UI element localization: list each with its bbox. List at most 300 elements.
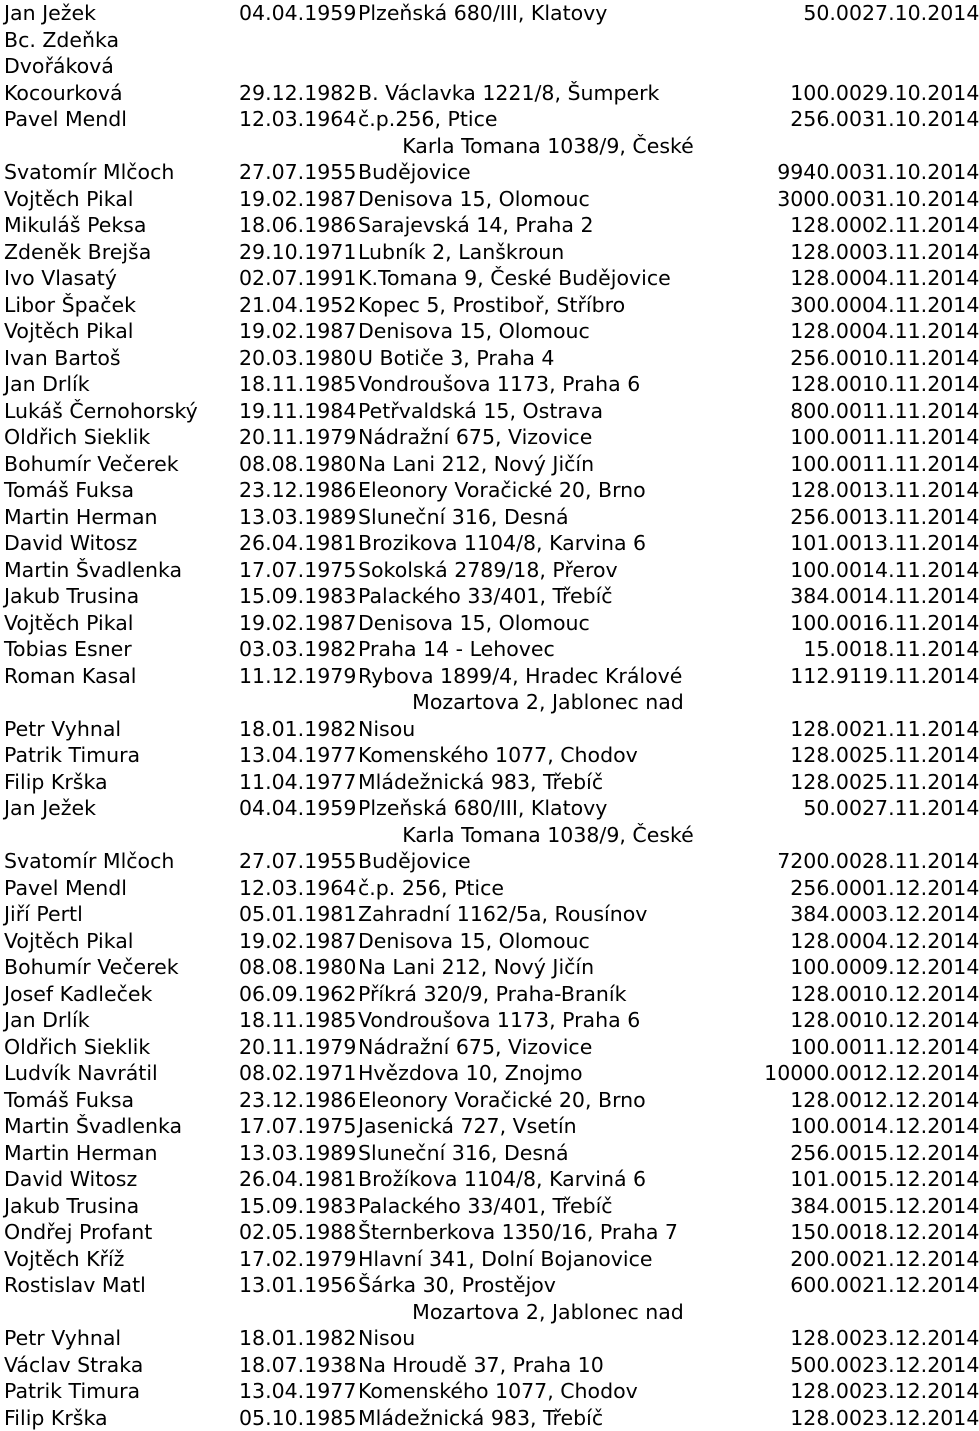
address-cell: [358, 477, 738, 504]
amount-cell: 384.00: [738, 583, 862, 610]
name-line: Václav Straka: [4, 1352, 239, 1379]
name-cell: [0, 557, 239, 584]
name-cell: [0, 610, 239, 637]
address-line: č.p. 256, Ptice: [358, 875, 738, 902]
birth-date-cell: 11.12.1979: [239, 663, 358, 690]
address-cell: [358, 928, 738, 955]
address-line: Mozartova 2, Jablonec nad: [358, 1299, 738, 1326]
address-cell: [358, 0, 738, 27]
address-line: B. Václavka 1221/8, Šumperk: [358, 80, 738, 107]
table-row: [0, 239, 968, 266]
address-line: Brožíkova 1104/8, Karviná 6: [358, 1166, 738, 1193]
payment-date-cell: 14.11.2014: [862, 583, 968, 610]
address-cell: [358, 769, 738, 796]
name-cell: [0, 822, 239, 875]
birth-date-cell: 02.05.1988: [239, 1219, 358, 1246]
name-cell: [0, 371, 239, 398]
address-line: Sarajevská 14, Praha 2: [358, 212, 738, 239]
name-cell: [0, 742, 239, 769]
birth-date-cell: 18.11.1985: [239, 1007, 358, 1034]
payment-date-cell: 14.11.2014: [862, 557, 968, 584]
amount-cell: 800.00: [738, 398, 862, 425]
name-line: Martin Švadlenka: [4, 1113, 239, 1140]
birth-date-cell: 19.02.1987: [239, 318, 358, 345]
payment-date-cell: 11.11.2014: [862, 424, 968, 451]
birth-date-cell: 13.03.1989: [239, 504, 358, 531]
payment-date-cell: 15.12.2014: [862, 1140, 968, 1167]
payment-date-cell: 23.12.2014: [862, 1299, 968, 1352]
table-row: [0, 769, 968, 796]
payment-date-cell: 04.11.2014: [862, 318, 968, 345]
payment-date-cell: 21.12.2014: [862, 1272, 968, 1299]
payment-date-cell: 03.11.2014: [862, 239, 968, 266]
table-row: [0, 1246, 968, 1273]
name-line: Martin Švadlenka: [4, 557, 239, 584]
table-row: [0, 398, 968, 425]
table-row: [0, 186, 968, 213]
payment-date-cell: 03.12.2014: [862, 901, 968, 928]
name-cell: [0, 875, 239, 902]
amount-cell: 150.00: [738, 1219, 862, 1246]
name-line: Zdeněk Brejša: [4, 239, 239, 266]
birth-date-cell: 20.03.1980: [239, 345, 358, 372]
address-line: Zahradní 1162/5a, Rousínov: [358, 901, 738, 928]
table-row: [0, 424, 968, 451]
name-cell: [0, 1352, 239, 1379]
address-line: Mládežnická 983, Třebíč: [358, 1405, 738, 1431]
address-line: Nisou: [358, 716, 738, 743]
address-cell: [358, 1034, 738, 1061]
name-cell: [0, 265, 239, 292]
table-row: [0, 27, 968, 107]
amount-cell: 128.00: [738, 239, 862, 266]
address-line: Denisova 15, Olomouc: [358, 610, 738, 637]
table-row: [0, 663, 968, 690]
payment-date-cell: 09.12.2014: [862, 954, 968, 981]
name-cell: [0, 1087, 239, 1114]
name-cell: [0, 318, 239, 345]
address-cell: [358, 663, 738, 690]
name-cell: [0, 212, 239, 239]
table-row: [0, 1034, 968, 1061]
name-line: Dvořáková: [4, 53, 239, 80]
table-row: [0, 583, 968, 610]
amount-cell: 128.00: [738, 212, 862, 239]
address-cell: [358, 583, 738, 610]
address-line: Eleonory Voračické 20, Brno: [358, 477, 738, 504]
address-line: Příkrá 320/9, Praha-Braník: [358, 981, 738, 1008]
address-cell: [358, 1352, 738, 1379]
birth-date-cell: 13.04.1977: [239, 742, 358, 769]
payment-date-cell: 10.11.2014: [862, 345, 968, 372]
amount-cell: 256.00: [738, 106, 862, 133]
amount-cell: 256.00: [738, 1140, 862, 1167]
address-line: Denisova 15, Olomouc: [358, 186, 738, 213]
address-cell: [358, 27, 738, 107]
address-line: Na Lani 212, Nový Jičín: [358, 451, 738, 478]
address-line: Vondroušova 1173, Praha 6: [358, 1007, 738, 1034]
payment-date-cell: 11.12.2014: [862, 1034, 968, 1061]
address-line: Mládežnická 983, Třebíč: [358, 769, 738, 796]
name-line: Jan Drlík: [4, 1007, 239, 1034]
birth-date-cell: 03.03.1982: [239, 636, 358, 663]
address-cell: [358, 265, 738, 292]
name-cell: [0, 424, 239, 451]
address-cell: [358, 901, 738, 928]
table-row: [0, 742, 968, 769]
address-line: Na Hroudě 37, Praha 10: [358, 1352, 738, 1379]
amount-cell: 600.00: [738, 1272, 862, 1299]
payment-date-cell: 23.12.2014: [862, 1378, 968, 1405]
birth-date-cell: 11.04.1977: [239, 769, 358, 796]
name-line: Libor Špaček: [4, 292, 239, 319]
address-line: K.Tomana 9, České Budějovice: [358, 265, 738, 292]
payment-date-cell: 10.12.2014: [862, 981, 968, 1008]
name-cell: [0, 689, 239, 742]
address-cell: [358, 1060, 738, 1087]
address-line: Rybova 1899/4, Hradec Králové: [358, 663, 738, 690]
name-line: Vojtěch Pikal: [4, 610, 239, 637]
birth-date-cell: 18.06.1986: [239, 212, 358, 239]
address-cell: [358, 530, 738, 557]
name-cell: [0, 1113, 239, 1140]
birth-date-cell: 18.11.1985: [239, 371, 358, 398]
name-line: Ondřej Profant: [4, 1219, 239, 1246]
table-row: [0, 212, 968, 239]
payment-date-cell: 13.11.2014: [862, 477, 968, 504]
payment-date-cell: 12.12.2014: [862, 1087, 968, 1114]
address-line: Jasenická 727, Vsetín: [358, 1113, 738, 1140]
name-cell: [0, 1219, 239, 1246]
amount-cell: 128.00: [738, 1299, 862, 1352]
birth-date-cell: 26.04.1981: [239, 530, 358, 557]
amount-cell: 128.00: [738, 769, 862, 796]
name-cell: [0, 1246, 239, 1273]
amount-cell: 128.00: [738, 1007, 862, 1034]
name-cell: [0, 769, 239, 796]
address-line: Nádražní 675, Vizovice: [358, 1034, 738, 1061]
name-cell: [0, 1166, 239, 1193]
amount-cell: 128.00: [738, 742, 862, 769]
address-cell: [358, 1166, 738, 1193]
address-line: Hvězdova 10, Znojmo: [358, 1060, 738, 1087]
birth-date-cell: 17.07.1975: [239, 557, 358, 584]
birth-date-cell: 17.02.1979: [239, 1246, 358, 1273]
birth-date-cell: 19.11.1984: [239, 398, 358, 425]
table-row: [0, 1140, 968, 1167]
name-line: Tomáš Fuksa: [4, 1087, 239, 1114]
amount-cell: 128.00: [738, 928, 862, 955]
payment-date-cell: 14.12.2014: [862, 1113, 968, 1140]
amount-cell: 100.00: [738, 1113, 862, 1140]
name-cell: [0, 477, 239, 504]
birth-date-cell: 27.07.1955: [239, 133, 358, 186]
payment-date-cell: 04.11.2014: [862, 265, 968, 292]
amount-cell: 100.00: [738, 557, 862, 584]
name-cell: [0, 583, 239, 610]
address-cell: [358, 106, 738, 133]
table-row: [0, 822, 968, 875]
name-cell: [0, 1405, 239, 1431]
table-row: [0, 265, 968, 292]
name-cell: [0, 504, 239, 531]
address-line: Plzeňská 680/III, Klatovy: [358, 0, 738, 27]
table-row: [0, 1060, 968, 1087]
name-line: Bohumír Večerek: [4, 451, 239, 478]
amount-cell: 7200.00: [738, 822, 862, 875]
address-cell: [358, 742, 738, 769]
payment-date-cell: 01.12.2014: [862, 875, 968, 902]
table-row: [0, 689, 968, 742]
birth-date-cell: 02.07.1991: [239, 265, 358, 292]
birth-date-cell: 21.04.1952: [239, 292, 358, 319]
payment-date-cell: 11.11.2014: [862, 451, 968, 478]
name-line: Jan Ježek: [4, 795, 239, 822]
table-row: [0, 477, 968, 504]
address-cell: [358, 1405, 738, 1431]
address-line: U Botiče 3, Praha 4: [358, 345, 738, 372]
address-line: Sluneční 316, Desná: [358, 1140, 738, 1167]
birth-date-cell: 05.10.1985: [239, 1405, 358, 1431]
name-line: Patrik Timura: [4, 1378, 239, 1405]
name-cell: [0, 133, 239, 186]
name-cell: [0, 451, 239, 478]
address-line: č.p.256, Ptice: [358, 106, 738, 133]
address-cell: [358, 981, 738, 1008]
name-cell: [0, 345, 239, 372]
name-cell: [0, 981, 239, 1008]
birth-date-cell: 15.09.1983: [239, 583, 358, 610]
table-row: [0, 1087, 968, 1114]
name-cell: [0, 292, 239, 319]
name-line: Vojtěch Pikal: [4, 186, 239, 213]
table-row: [0, 451, 968, 478]
table-row: [0, 1007, 968, 1034]
name-line: Vojtěch Pikal: [4, 928, 239, 955]
name-cell: [0, 1060, 239, 1087]
address-line: Petřvaldská 15, Ostrava: [358, 398, 738, 425]
address-cell: [358, 610, 738, 637]
birth-date-cell: 12.03.1964: [239, 106, 358, 133]
address-cell: [358, 133, 738, 186]
name-line: Mikuláš Peksa: [4, 212, 239, 239]
name-cell: [0, 928, 239, 955]
table-row: [0, 636, 968, 663]
address-cell: [358, 1193, 738, 1220]
amount-cell: 50.00: [738, 795, 862, 822]
name-line: Svatomír Mlčoch: [4, 159, 239, 186]
name-line: Rostislav Matl: [4, 1272, 239, 1299]
address-line: Eleonory Voračické 20, Brno: [358, 1087, 738, 1114]
address-line: Karla Tomana 1038/9, České: [358, 133, 738, 160]
table-row: [0, 133, 968, 186]
address-cell: [358, 318, 738, 345]
address-cell: [358, 875, 738, 902]
address-cell: [358, 239, 738, 266]
address-line: Plzeňská 680/III, Klatovy: [358, 795, 738, 822]
name-line: Tomáš Fuksa: [4, 477, 239, 504]
table-row: [0, 1193, 968, 1220]
amount-cell: 50.00: [738, 0, 862, 27]
name-line: Josef Kadleček: [4, 981, 239, 1008]
name-cell: [0, 1272, 239, 1299]
amount-cell: 128.00: [738, 689, 862, 742]
amount-cell: 500.00: [738, 1352, 862, 1379]
payment-date-cell: 28.11.2014: [862, 822, 968, 875]
birth-date-cell: 20.11.1979: [239, 424, 358, 451]
name-cell: [0, 1299, 239, 1352]
payment-date-cell: 10.12.2014: [862, 1007, 968, 1034]
name-line: Kocourková: [4, 80, 239, 107]
payment-date-cell: 13.11.2014: [862, 530, 968, 557]
table-row: [0, 504, 968, 531]
address-line: Sokolská 2789/18, Přerov: [358, 557, 738, 584]
payment-date-cell: 31.10.2014: [862, 106, 968, 133]
birth-date-cell: 15.09.1983: [239, 1193, 358, 1220]
amount-cell: 128.00: [738, 477, 862, 504]
address-cell: [358, 1246, 738, 1273]
table-row: [0, 981, 968, 1008]
payment-date-cell: 04.12.2014: [862, 928, 968, 955]
name-cell: [0, 1007, 239, 1034]
payment-date-cell: 31.10.2014: [862, 133, 968, 186]
name-line: Svatomír Mlčoch: [4, 848, 239, 875]
payment-date-cell: 27.11.2014: [862, 795, 968, 822]
birth-date-cell: 08.08.1980: [239, 954, 358, 981]
address-line: Šárka 30, Prostějov: [358, 1272, 738, 1299]
name-line: Petr Vyhnal: [4, 1325, 239, 1352]
address-line: Denisova 15, Olomouc: [358, 928, 738, 955]
payment-date-cell: 18.11.2014: [862, 636, 968, 663]
name-line: Petr Vyhnal: [4, 716, 239, 743]
address-line: Komenského 1077, Chodov: [358, 742, 738, 769]
table-row: [0, 292, 968, 319]
name-line: Oldřich Sieklik: [4, 424, 239, 451]
table-row: [0, 530, 968, 557]
name-line: Jan Drlík: [4, 371, 239, 398]
name-cell: [0, 106, 239, 133]
name-line: Filip Krška: [4, 1405, 239, 1431]
address-line: Nádražní 675, Vizovice: [358, 424, 738, 451]
amount-cell: 384.00: [738, 1193, 862, 1220]
name-line: David Witosz: [4, 530, 239, 557]
amount-cell: 300.00: [738, 292, 862, 319]
name-line: Ludvík Navrátil: [4, 1060, 239, 1087]
table-row: [0, 610, 968, 637]
name-line: Ivan Bartoš: [4, 345, 239, 372]
payment-date-cell: 15.12.2014: [862, 1193, 968, 1220]
name-cell: [0, 663, 239, 690]
birth-date-cell: 04.04.1959: [239, 795, 358, 822]
name-line: Patrik Timura: [4, 742, 239, 769]
address-line: Komenského 1077, Chodov: [358, 1378, 738, 1405]
address-line: Mozartova 2, Jablonec nad: [358, 689, 738, 716]
birth-date-cell: 29.12.1982: [239, 27, 358, 107]
birth-date-cell: 17.07.1975: [239, 1113, 358, 1140]
amount-cell: 112.91: [738, 663, 862, 690]
address-cell: [358, 1007, 738, 1034]
birth-date-cell: 18.01.1982: [239, 1299, 358, 1352]
birth-date-cell: 06.09.1962: [239, 981, 358, 1008]
payment-date-cell: 27.10.2014: [862, 0, 968, 27]
name-cell: [0, 901, 239, 928]
address-cell: [358, 1087, 738, 1114]
name-cell: [0, 27, 239, 107]
payment-date-cell: 25.11.2014: [862, 742, 968, 769]
birth-date-cell: 13.03.1989: [239, 1140, 358, 1167]
address-cell: [358, 424, 738, 451]
amount-cell: 15.00: [738, 636, 862, 663]
table-row: [0, 1166, 968, 1193]
amount-cell: 100.00: [738, 424, 862, 451]
amount-cell: 100.00: [738, 954, 862, 981]
name-line: Martin Herman: [4, 504, 239, 531]
address-line: Hlavní 341, Dolní Bojanovice: [358, 1246, 738, 1273]
birth-date-cell: 18.01.1982: [239, 689, 358, 742]
amount-cell: 128.00: [738, 371, 862, 398]
amount-cell: 9940.00: [738, 133, 862, 186]
address-cell: [358, 1140, 738, 1167]
name-cell: [0, 530, 239, 557]
address-line: Denisova 15, Olomouc: [358, 318, 738, 345]
address-cell: [358, 557, 738, 584]
address-cell: [358, 212, 738, 239]
table-row: [0, 345, 968, 372]
table-row: [0, 795, 968, 822]
name-cell: [0, 636, 239, 663]
name-line: Jakub Trusina: [4, 583, 239, 610]
table-row: [0, 557, 968, 584]
address-line: Brozikova 1104/8, Karvina 6: [358, 530, 738, 557]
address-cell: [358, 822, 738, 875]
name-line: Jakub Trusina: [4, 1193, 239, 1220]
name-line: Pavel Mendl: [4, 106, 239, 133]
name-line: Jiří Pertl: [4, 901, 239, 928]
name-cell: [0, 1193, 239, 1220]
payment-date-cell: 21.11.2014: [862, 689, 968, 742]
name-line: Jan Ježek: [4, 0, 239, 27]
name-line: Bc. Zdeňka: [4, 27, 239, 54]
name-line: Filip Krška: [4, 769, 239, 796]
address-line: Palackého 33/401, Třebíč: [358, 583, 738, 610]
address-cell: [358, 1299, 738, 1352]
name-cell: [0, 186, 239, 213]
birth-date-cell: 23.12.1986: [239, 477, 358, 504]
amount-cell: 10000.00: [738, 1060, 862, 1087]
amount-cell: 100.00: [738, 610, 862, 637]
name-line: Martin Herman: [4, 1140, 239, 1167]
birth-date-cell: 26.04.1981: [239, 1166, 358, 1193]
address-cell: [358, 186, 738, 213]
address-line: Lubník 2, Lanškroun: [358, 239, 738, 266]
address-cell: [358, 345, 738, 372]
amount-cell: 256.00: [738, 504, 862, 531]
table-row: [0, 318, 968, 345]
address-cell: [358, 1272, 738, 1299]
birth-date-cell: 19.02.1987: [239, 610, 358, 637]
amount-cell: 100.00: [738, 451, 862, 478]
amount-cell: 101.00: [738, 1166, 862, 1193]
address-cell: [358, 451, 738, 478]
address-line: Na Lani 212, Nový Jičín: [358, 954, 738, 981]
amount-cell: 128.00: [738, 318, 862, 345]
address-cell: [358, 1219, 738, 1246]
birth-date-cell: 19.02.1987: [239, 928, 358, 955]
amount-cell: 101.00: [738, 530, 862, 557]
name-cell: [0, 398, 239, 425]
address-cell: [358, 398, 738, 425]
name-cell: [0, 1034, 239, 1061]
